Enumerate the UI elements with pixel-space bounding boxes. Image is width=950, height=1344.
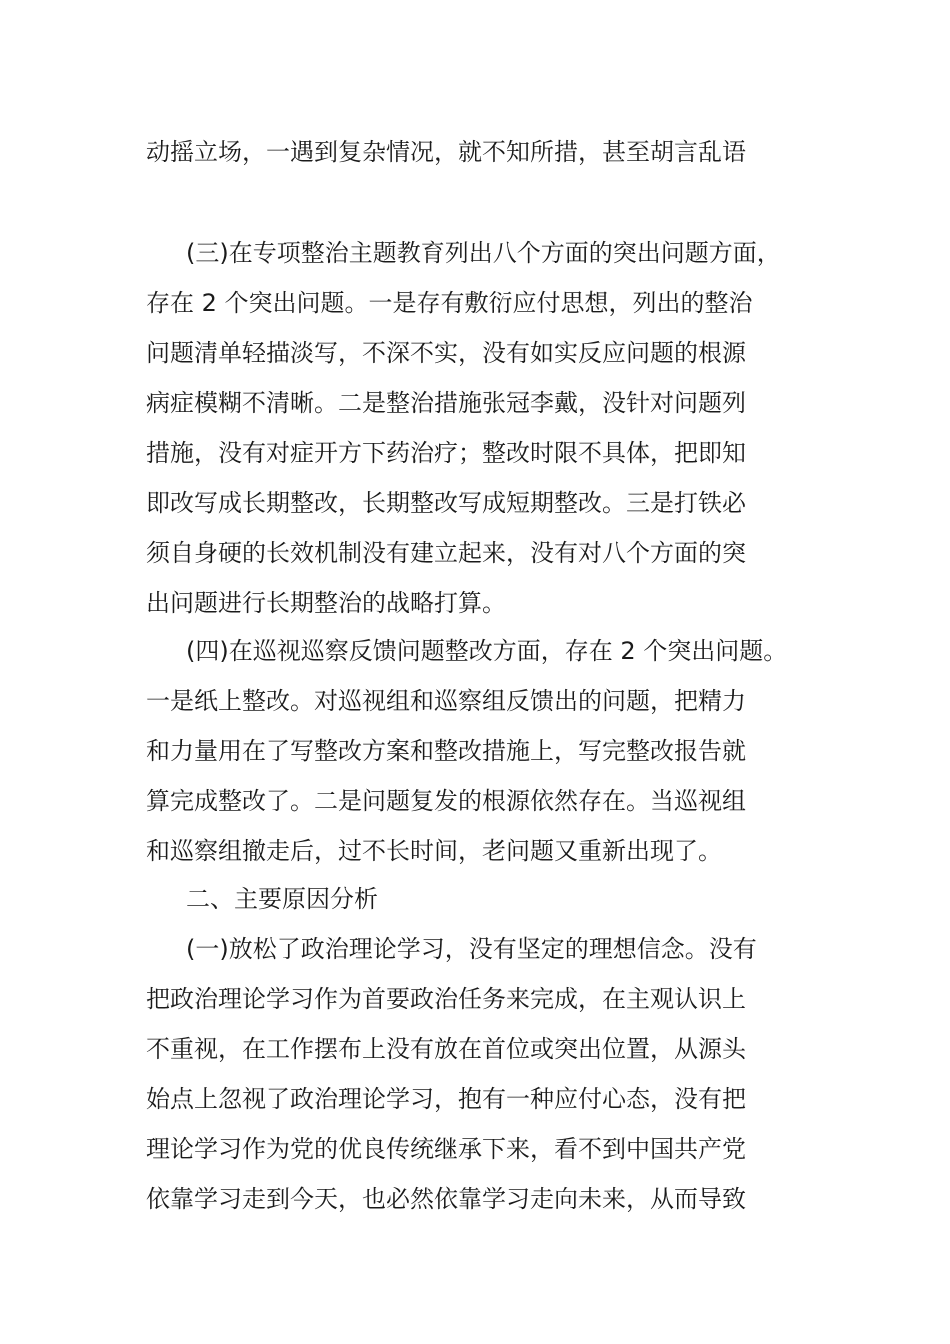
text-line: 动摇立场，一遇到复杂情况，就不知所措，甚至胡言乱语	[146, 138, 746, 166]
text-line: 措施，没有对症开方下药治疗；整改时限不具体，把即知	[146, 439, 746, 467]
text-line: 即改写成长期整改，长期整改写成短期整改。三是打铁必	[146, 489, 746, 517]
text-line: 把政治理论学习作为首要政治任务来完成，在主观认识上	[146, 985, 746, 1013]
text-line: 不重视，在工作摆布上没有放在首位或突出位置，从源头	[146, 1035, 746, 1063]
text-line: (三)在专项整治主题教育列出八个方面的突出问题方面，	[186, 239, 781, 267]
text-line: 和巡察组撤走后，过不长时间，老问题又重新出现了。	[146, 837, 722, 865]
text-line: 病症模糊不清晰。二是整治措施张冠李戴，没针对问题列	[146, 389, 746, 417]
text-line: 出问题进行长期整治的战略打算。	[146, 589, 506, 617]
text-line: 一是纸上整改。对巡视组和巡察组反馈出的问题，把精力	[146, 687, 746, 715]
text-line: (一)放松了政治理论学习，没有坚定的理想信念。没有	[186, 935, 757, 963]
text-line: 理论学习作为党的优良传统继承下来，看不到中国共产党	[146, 1135, 746, 1163]
text-line: 问题清单轻描淡写，不深不实，没有如实反应问题的根源	[146, 339, 746, 367]
text-line: 依靠学习走到今天，也必然依靠学习走向未来，从而导致	[146, 1185, 746, 1213]
text-line: 存在 2 个突出问题。一是存有敷衍应付思想，列出的整治	[146, 289, 753, 317]
text-line: (四)在巡视巡察反馈问题整改方面，存在 2 个突出问题。	[186, 637, 788, 665]
text-line: 须自身硬的长效机制没有建立起来，没有对八个方面的突	[146, 539, 746, 567]
text-line: 算完成整改了。二是问题复发的根源依然存在。当巡视组	[146, 787, 746, 815]
text-line: 始点上忽视了政治理论学习，抱有一种应付心态，没有把	[146, 1085, 746, 1113]
section-heading: 二、主要原因分析	[186, 885, 378, 913]
text-line: 和力量用在了写整改方案和整改措施上，写完整改报告就	[146, 737, 746, 765]
